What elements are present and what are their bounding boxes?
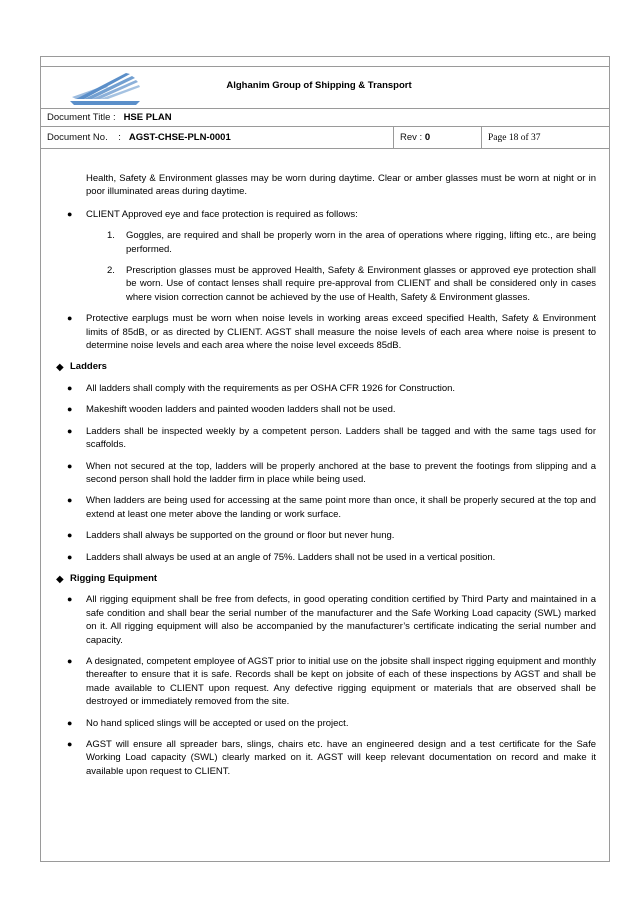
ladders-item-4 [58,460,596,487]
bullet-dot-icon: ● [67,594,73,605]
intro-paragraph: Health, Safety & Environment glasses may be worn during daytime. Clear or amber glasses must be worn at night or in poor illuminated areas during daytime. [86,173,596,198]
rigging-item-4 [58,738,596,778]
ladders-heading-text: Ladders [70,361,107,373]
ladders-item-6-text: Ladders shall always be supported on the ground or floor but never hung. [86,530,395,542]
diamond-bullet-icon: ◆ [56,362,64,374]
earplug-bullet [58,312,596,352]
ladders-item-6 [58,529,596,542]
doc-title-label: Document Title : [47,112,116,123]
rev-label: Rev : [400,132,423,143]
bullet-dot-icon: ● [67,717,73,728]
document-body [58,172,596,778]
ladders-item-5 [58,494,596,521]
eye-protection-text: CLIENT Approved eye and face protection is required as follows: [86,208,358,220]
rigging-item-2-text: A designated, competent employee of AGST prior to initial use on the jobsite shall inspect rigging equipment and monthly thereafter to ensure that it is safe. Records shall be kept on jobsite of each of these inspections by AGST and shall be made available to CLIENT upon request. Any defective rigging equipment or materials that are observed shall be destroyed or immediately removed from the site. [86,655,596,708]
ladders-item-2-text: Makeshift wooden ladders and painted wooden ladders shall not be used. [86,404,396,416]
bullet-dot-icon: ● [67,530,73,541]
ladders-item-1-text: All ladders shall comply with the requirements as per OSHA CFR 1926 for Construction. [86,382,456,394]
bullet-dot-icon: ● [67,655,73,666]
ladders-item-7 [58,551,596,564]
eye-item-1-text: Goggles, are required and shall be properly worn in the area of operations where rigging, lifting etc., are being performed. [126,230,596,255]
eye-item-2-number: 2. [107,265,115,277]
bullet-dot-icon: ● [67,404,73,415]
eye-protection-bullet [58,208,596,221]
company-name: Alghanim Group of Shipping & Transport [226,80,412,91]
doc-no-value: AGST-CHSE-PLN-0001 [128,132,231,143]
eye-item-1 [58,229,596,256]
bullet-dot-icon: ● [67,495,73,506]
doc-no-cell [41,127,394,149]
doc-no-colon: : [118,132,121,143]
bullet-dot-icon: ● [67,382,73,393]
eye-item-1-number: 1. [107,230,115,242]
rigging-item-1 [58,593,596,647]
ladders-item-5-text: When ladders are being used for accessing at the same point more than once, it shall be properly secured at the top and extend at least one meter above the landing or work surface. [86,495,596,520]
doc-no-label: Document No. [47,132,108,143]
rigging-item-1-text: All rigging equipment shall be free from defects, in good operating condition certified by Third Party and maintained in a safe condition and shall bear the serial number of the manufacturer and the Safe Working Load capacity (SWL) marked on it. All rigging equipment will also be accompanied by the manufacturer’s certificate indicating the serial number and capacity. [86,594,596,646]
earplug-text: Protective earplugs must be worn when noise levels in working areas exceed specified Health, Safety & Environment limits of 85dB, or as directed by CLIENT. AGST shall measure the noise levels of each area where noise is present to determine noise levels and each area where the noise level exceeds 85dB. [86,313,596,352]
bullet-dot-icon: ● [67,551,73,562]
ladders-item-4-text: When not secured at the top, ladders will be properly anchored at the base to prevent the footings from slipping and a second person shall hold the ladder firm in place while being used. [86,460,596,485]
rigging-heading [56,572,596,585]
page-number: Page 18 of 37 [488,132,541,143]
bullet-dot-icon: ● [67,460,73,471]
ladders-item-3 [58,425,596,452]
ladders-item-2 [58,403,596,416]
rigging-item-2 [58,655,596,709]
diamond-bullet-icon: ◆ [56,573,64,585]
rigging-item-4-text: AGST will ensure all spreader bars, slings, chairs etc. have an engineered design and a test certificate for the Safe Working Load capacity (SWL) clearly marked on it. AGST will keep relevant documentation on record and make it available upon request to CLIENT. [86,739,596,777]
eye-item-2-text: Prescription glasses must be approved Health, Safety & Environment glasses or approved eye protection shall be worn. Use of contact lenses shall require pre-approval from CLIENT and shall be considered only in cases where vision correction cannot be achieved by the use of Health, Safety & Environment glasses. [126,265,596,303]
ladders-item-7-text: Ladders shall always be used at an angle of 75%. Ladders shall not be used in a vertical position. [86,551,496,563]
bullet-dot-icon: ● [67,739,73,749]
doc-title-cell [41,109,610,127]
rev-value: 0 [424,132,431,143]
rev-cell [394,127,482,149]
rigging-item-3-text: No hand spliced slings will be accepted or used on the project. [86,717,349,729]
rigging-heading-text: Rigging Equipment [70,572,158,584]
bullet-dot-icon: ● [67,313,73,324]
eye-item-2 [58,264,596,304]
rigging-item-3 [58,717,596,730]
ladders-item-3-text: Ladders shall be inspected weekly by a competent person. Ladders shall be tagged and with the same tags used for scaffolds. [86,425,596,451]
ladders-item-1 [58,382,596,395]
page-number-cell [482,127,610,149]
bullet-dot-icon: ● [67,208,73,219]
ladders-heading [56,360,596,373]
bullet-dot-icon: ● [67,425,73,436]
doc-title-value: HSE PLAN [123,112,172,123]
